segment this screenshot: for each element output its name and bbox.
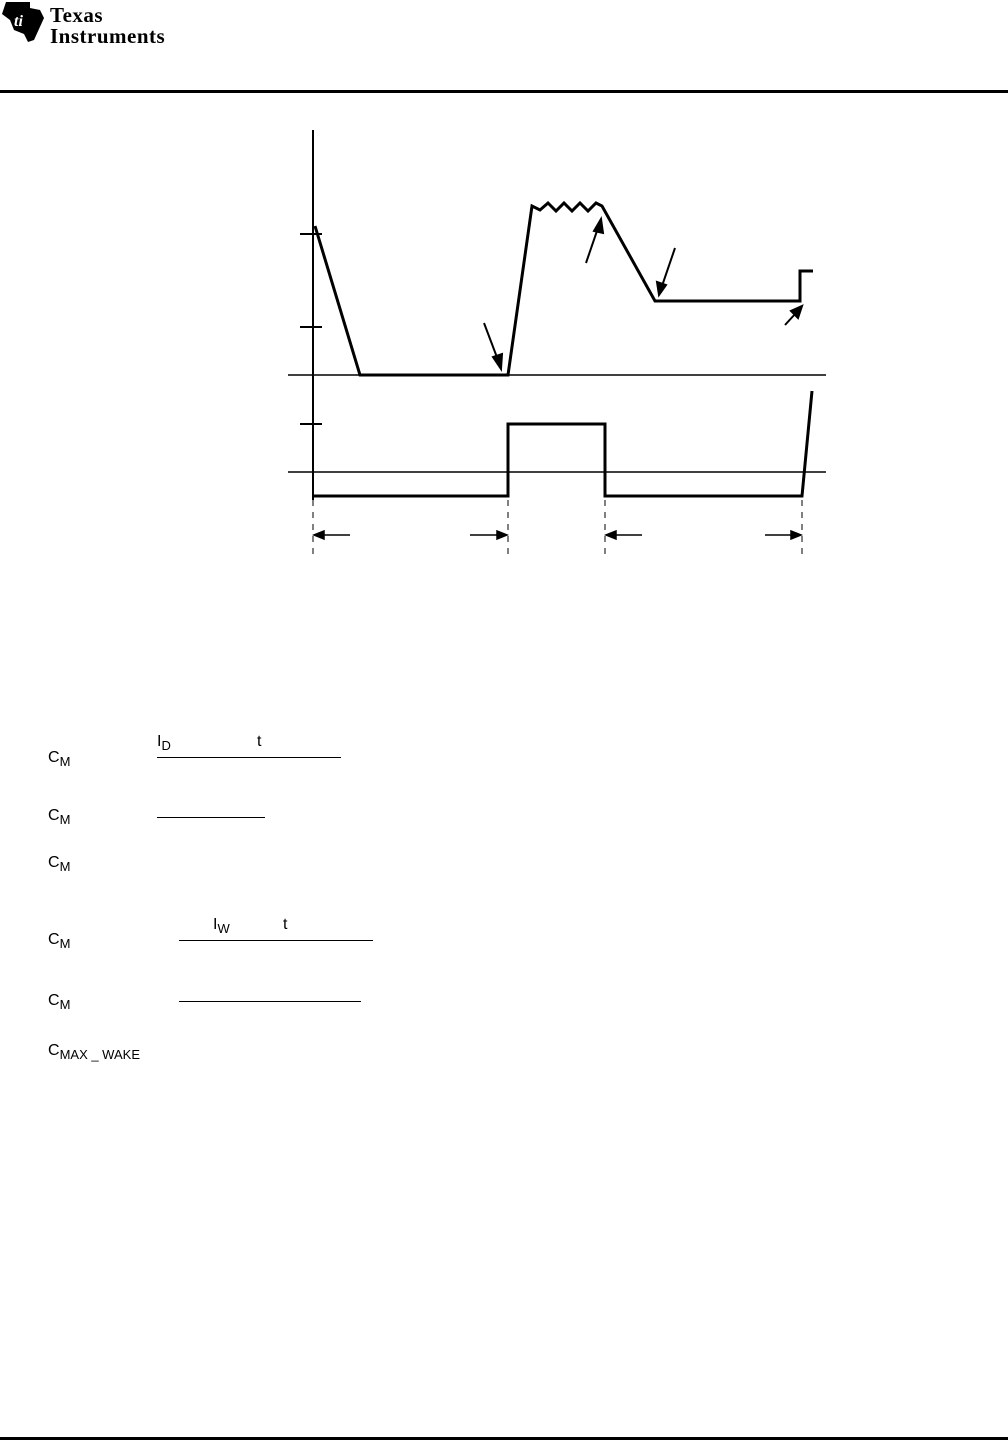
arrow-head-1 — [493, 354, 502, 369]
eq6-lhs: $C_{MAX \_ WAKE}$ — [48, 1042, 140, 1062]
waveform-diagram — [0, 0, 1008, 600]
logo-text-instruments: Instruments — [50, 24, 166, 48]
eq4-numerator-t: t — [283, 916, 288, 933]
eq5-lhs: $C_M$ — [48, 992, 71, 1012]
arrow-head-3 — [657, 282, 666, 295]
eq2-lhs: $C_M$ — [48, 807, 71, 827]
lower-waveform — [313, 391, 812, 496]
diagram-axes — [288, 130, 826, 500]
eq5-fraction-bar — [179, 1001, 361, 1002]
timing-markers — [313, 500, 802, 556]
eq2-fraction-bar — [157, 817, 265, 818]
logo-text-texas: Texas — [50, 3, 104, 27]
svg-text:ti: ti — [14, 13, 23, 30]
eq1-lhs: $C_M$ — [48, 749, 71, 769]
eq3-lhs: $C_M$ — [48, 854, 71, 874]
eq4-fraction-bar — [179, 940, 373, 941]
eq4-numerator: $I_W$ — [213, 916, 230, 936]
upper-waveform — [315, 203, 813, 375]
eq1-numerator-t: t — [257, 733, 262, 750]
eq4-lhs: $C_M$ — [48, 931, 71, 951]
arrow-head-2 — [594, 219, 603, 233]
timing-arrows — [314, 531, 801, 539]
eq1-numerator: $I_D$ — [157, 733, 171, 753]
eq1-fraction-bar — [157, 757, 341, 758]
annotation-arrows — [484, 219, 802, 369]
